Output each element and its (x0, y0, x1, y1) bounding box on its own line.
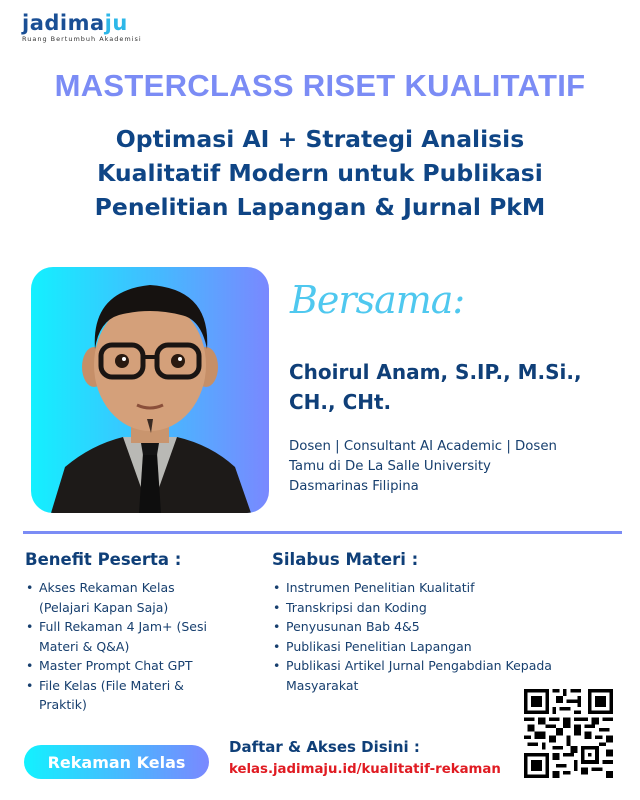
speaker-role-line: Dosen | Consultant AI Academic | Dosen (289, 439, 557, 454)
subtitle-line: Optimasi AI + Strategi Analisis (115, 125, 525, 153)
speaker-role-line: Tamu di De La Salle University (289, 459, 491, 474)
list-item: • Publikasi Artikel Jurnal Pengabdian Kepada Masyarakat (272, 656, 592, 695)
benefits-list (25, 578, 225, 715)
register-link[interactable]: kelas.jadimaju.id/kualitatif-rekaman (229, 762, 501, 777)
syllabus-title: Silabus Materi : (272, 550, 419, 569)
speaker-photo (31, 267, 269, 513)
list-item: • Instrumen Penelitian Kualitatif (272, 578, 592, 598)
register-title: Daftar & Akses Disini : (229, 738, 420, 756)
list-item: • Publikasi Penelitian Lapangan (272, 637, 592, 657)
recording-class-button[interactable]: Rekaman Kelas (24, 745, 209, 779)
speaker-name-line: CH., CHt. (289, 390, 392, 414)
list-item: • Akses Rekaman Kelas (Pelajari Kapan Saja) (25, 578, 225, 617)
subtitle-line: Kualitatif Modern untuk Publikasi (97, 159, 543, 187)
list-item: • Penyusunan Bab 4&5 (272, 617, 592, 637)
syllabus-list (272, 578, 592, 695)
subtitle-line: Penelitian Lapangan & Jurnal PkM (94, 193, 546, 221)
list-item: • Full Rekaman 4 Jam+ (Sesi Materi & Q&A) (25, 617, 225, 656)
logo-text-accent: ju (104, 11, 128, 35)
brand-logo (22, 12, 142, 43)
logo-wordmark (22, 12, 142, 34)
speaker-name-line: Choirul Anam, S.IP., M.Si., (289, 360, 582, 384)
speaker-role (289, 437, 619, 497)
section-divider (23, 531, 622, 534)
page-title: MASTERCLASS RISET KUALITATIF (54, 68, 586, 103)
page-subtitle (0, 122, 640, 224)
speaker-portrait-icon (31, 267, 269, 513)
speaker-name (289, 357, 619, 417)
logo-text-main: jadima (22, 11, 105, 35)
list-item: • Master Prompt Chat GPT (25, 656, 225, 676)
list-item: • Transkripsi dan Koding (272, 598, 592, 618)
speaker-role-line: Dasmarinas Filipina (289, 479, 419, 494)
list-item: • File Kelas (File Materi & Praktik) (25, 676, 225, 715)
speaker-intro: Bersama: (290, 278, 465, 322)
benefits-title: Benefit Peserta : (25, 550, 182, 569)
logo-tagline: Ruang Bertumbuh Akademisi (22, 35, 142, 43)
qr-code-icon[interactable] (524, 689, 613, 778)
